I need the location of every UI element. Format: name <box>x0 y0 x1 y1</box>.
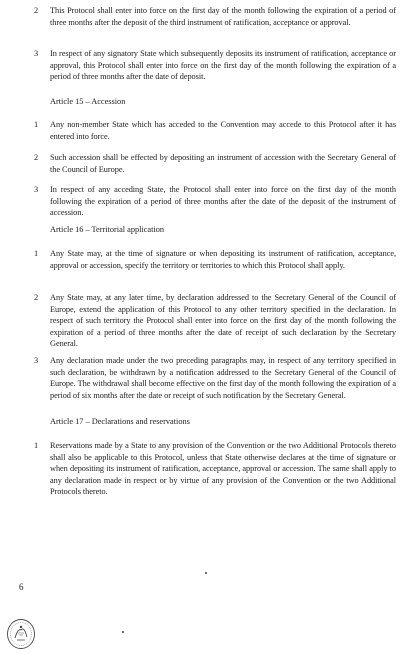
article-heading: Article 16 – Territorial application <box>50 225 165 234</box>
paragraph-number: 2 <box>34 6 39 15</box>
paragraph-text: In respect of any acceding State, the Protocol shall enter into force on the first day of the month following the expiration of a period of three months after the date of the deposit of the instrument of accession. <box>50 185 396 217</box>
article-heading: Article 17 – Declarations and reservations <box>50 417 190 426</box>
paragraph-number: 1 <box>34 441 39 450</box>
paragraph-number: 2 <box>34 153 39 162</box>
paragraph-number: 3 <box>34 356 39 365</box>
paragraph-text: This Protocol shall enter into force on the first day of the month following the expiration of a period of three months after the deposit of the third instrument of ratification, acceptance or approval. <box>50 6 396 27</box>
paragraph-text: In respect of any signatory State which subsequently deposits its instrument of ratification, acceptance or approval, this Protocol shall enter into force on the first day of the month following the expiration of a period of three months after the date of deposit. <box>50 49 396 81</box>
article-heading: Article 15 – Accession <box>50 97 126 106</box>
paragraph-text: Any State may, at any later time, by declaration addressed to the Secretary General of the Council of Europe, extend the application of this Protocol to any other territory specified in the declaration. In respect of such territory the Protocol shall enter into force on the first day of the month following the expiration of a period of three months after the date of receipt of such declaration by the Secretary General. <box>50 293 396 348</box>
paragraph-number: 3 <box>34 49 39 58</box>
paragraph-text: Reservations made by a State to any provision of the Convention or the two Additional Protocols thereto shall also be applicable to this Protocol, unless that State otherwise declares at the time of signature or when depositing its instrument of ratification, acceptance, approval or accession. The same shall apply to any declaration made in respect or by virtue of any provision of the Convention or the two Additional Protocols thereto. <box>50 441 396 496</box>
page-number: 6 <box>19 582 24 592</box>
paragraph-text: Any non-member State which has acceded to the Convention may accede to this Protocol after it has entered into force. <box>50 120 396 141</box>
paragraph-text: Any declaration made under the two preceding paragraphs may, in respect of any territory specified in such declaration, be withdrawn by a notification addressed to the Secretary General of the Council of Europe. The withdrawal shall become effective on the first day of the month following the expiration of a period of six months after the date or receipt of such notification by the Secretary General. <box>50 356 396 400</box>
paragraph-text: Any State may, at the time of signature or when depositing its instrument of ratification, acceptance, approval or accession, specify the territory or territories to which this Protocol shall apply. <box>50 249 396 270</box>
paragraph-number: 3 <box>34 185 39 194</box>
council-of-europe-seal-icon <box>6 618 36 650</box>
scan-speck <box>205 572 207 574</box>
paragraph-text: Such accession shall be effected by depositing an instrument of accession with the Secretary General of the Council of Europe. <box>50 153 396 174</box>
paragraph-number: 1 <box>34 249 39 258</box>
scan-speck <box>122 631 124 633</box>
paragraph-number: 1 <box>34 120 39 129</box>
paragraph-number: 2 <box>34 293 39 302</box>
